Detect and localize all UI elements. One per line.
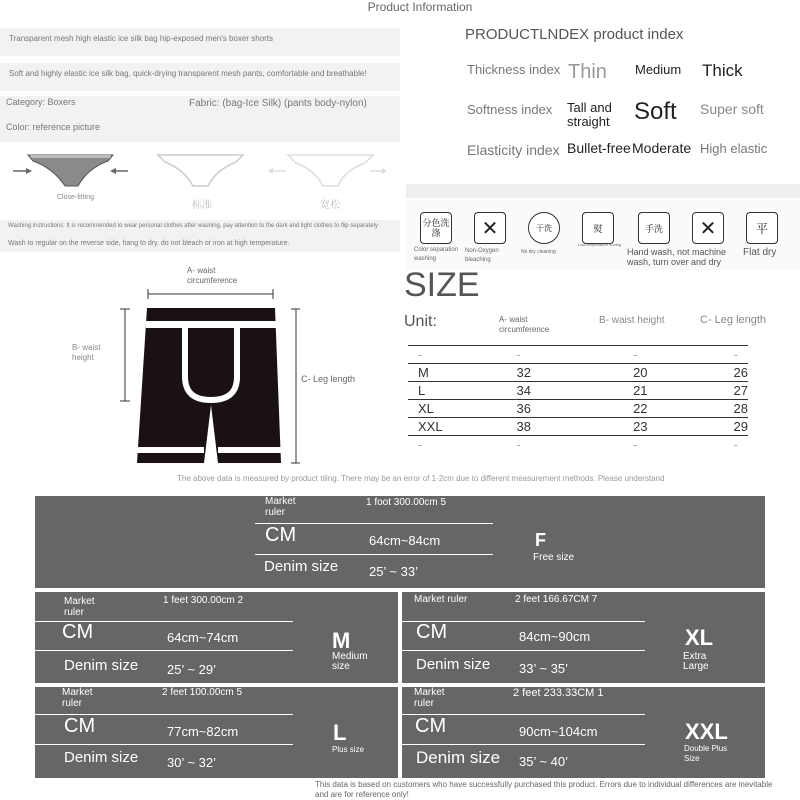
low-iron-caption: Low temperature ironing (578, 242, 622, 247)
no-dry-clean-icon: 干洗 (528, 212, 560, 244)
col-header-leg: C- Leg length (700, 314, 767, 326)
cm-range: 90cm~104cm (519, 724, 598, 739)
thickness-thick: Thick (702, 61, 743, 80)
softness-label: Softness index (467, 102, 553, 117)
market-ruler-label: Market ruler (414, 687, 445, 709)
cm-label: CM (265, 524, 297, 546)
size-code: L (333, 720, 347, 745)
denim-range: 35’ ~ 40’ (519, 754, 569, 769)
size-code: M (332, 628, 351, 653)
cm-range: 64cm~74cm (167, 630, 239, 645)
denim-size-label: Denim size (64, 657, 139, 674)
size-table-cell: - (469, 436, 596, 454)
size-table-cell: XL (408, 400, 469, 418)
col-header-waist: A- waist circumference (499, 315, 550, 334)
panel-divider (402, 744, 645, 745)
color-separation-icon: 分色洗涤 (420, 212, 452, 244)
size-table-cell: - (696, 346, 748, 364)
thickness-label: Thickness index (467, 62, 561, 77)
size-table-row (408, 436, 748, 454)
cm-label: CM (62, 621, 94, 643)
size-name: Free size (533, 552, 575, 563)
size-title: SIZE (404, 266, 480, 304)
cm-range: 77cm~82cm (167, 724, 239, 739)
size-table-row (408, 400, 748, 418)
col-header-height: B- waist height (599, 315, 665, 326)
ruler-value: 2 feet 166.67CM 7 (515, 594, 598, 605)
denim-range: 25’ ~ 29’ (167, 662, 217, 677)
size-panel-f (35, 496, 765, 588)
no-bleach-icon: ✕ (474, 212, 506, 244)
size-code: XL (685, 625, 714, 650)
size-table-row (408, 364, 748, 382)
category-text: Category: Boxers (6, 97, 76, 107)
size-table-cell: M (408, 364, 469, 382)
size-code: F (535, 530, 546, 550)
size-table-cell: 22 (595, 400, 695, 418)
size-name: Double Plus Size (684, 744, 728, 763)
size-panel-xl (402, 592, 765, 683)
elasticity-moderate: Moderate (632, 140, 692, 156)
elasticity-label: Elasticity index (467, 142, 560, 158)
denim-range: 30’ ~ 32’ (167, 755, 217, 770)
market-ruler-label: Market ruler (62, 687, 93, 709)
size-panel-xxl (402, 687, 765, 778)
unit-label: Unit: (404, 313, 437, 330)
size-code: XXL (685, 719, 728, 744)
index-divider (406, 184, 800, 198)
size-table-cell: - (469, 346, 596, 364)
size-table-cell: 23 (595, 418, 695, 436)
size-table-cell: 21 (595, 382, 695, 400)
color-text: Color: reference picture (6, 122, 101, 132)
size-table (408, 345, 748, 453)
color-separation-caption: Color separation washing (414, 247, 459, 262)
size-table-row (408, 346, 748, 364)
cm-label: CM (416, 621, 448, 643)
loose-fit-icon (268, 155, 387, 186)
size-panel-m (35, 592, 398, 683)
size-table-cell: 28 (696, 400, 748, 418)
softness-soft: Soft (634, 98, 677, 125)
size-name: Medium size (332, 651, 368, 672)
size-table-cell: L (408, 382, 469, 400)
size-table-row (408, 418, 748, 436)
fit-loose-label: 宽松 (320, 200, 340, 211)
fit-standard-label: 标准 (192, 200, 212, 211)
size-table-cell: 38 (469, 418, 596, 436)
hand-wash-icon: 手洗 (638, 212, 670, 244)
ruler-value: 1 foot 300.00cm 5 (366, 497, 447, 508)
size-name: Extra Large (683, 651, 709, 672)
thickness-thin: Thin (568, 61, 607, 83)
panel-divider (402, 650, 645, 651)
elasticity-high: High elastic (700, 141, 768, 156)
close-fit-icon (13, 155, 128, 186)
ruler-value: 1 feet 300.00cm 2 (163, 595, 244, 606)
flat-dry-icon: 平 (746, 212, 778, 244)
panel-divider (35, 744, 293, 745)
ruler-value: 2 feet 233.33CM 1 (513, 687, 604, 699)
low-iron-icon: 熨 (582, 212, 614, 244)
no-bleach-caption: Non-Oxygen bleaching (465, 248, 499, 263)
denim-size-label: Denim size (64, 749, 139, 766)
denim-size-label: Denim size (416, 656, 491, 673)
softness-tall: Tall and straight (567, 100, 612, 129)
cm-range: 84cm~90cm (519, 629, 591, 644)
cm-label: CM (64, 715, 96, 737)
hand-wash-caption: Hand wash, not machine wash, turn over and dry (627, 247, 727, 267)
size-table-cell: 32 (469, 364, 596, 382)
page-title: Product Information (367, 0, 473, 14)
size-table-row (408, 382, 748, 400)
thickness-medium: Medium (635, 62, 682, 77)
leg-length-label: C- Leg length (301, 374, 356, 384)
size-panel-l (35, 687, 398, 778)
panel-divider (35, 650, 293, 651)
denim-range: 33’ ~ 35’ (519, 661, 569, 676)
no-dry-clean-caption: No dry cleaning (521, 249, 556, 255)
boxer-shorts-diagram (115, 285, 300, 475)
washing-instructions: Washing instructions: It is recommended to wear personal clothes after washing, pay attention to the dark and light clothes to flip separately (8, 223, 378, 229)
elasticity-free: Bullet-free (567, 140, 631, 156)
cm-range: 64cm~84cm (369, 533, 441, 548)
size-guide-footer: This data is based on customers who have successfully purchased this product. Errors due to individual differences are inevitable and are for reference only! (315, 780, 773, 799)
no-tumble-dry-icon: ✕ (692, 212, 724, 244)
denim-range: 25’ ~ 33’ (369, 564, 419, 579)
flat-dry-caption: Flat dry (743, 247, 777, 258)
softness-super: Super soft (700, 101, 764, 117)
fabric-text: Fabric: (bag-Ice Silk) (pants body-nylon) (189, 98, 367, 109)
size-name: Plus size (332, 745, 365, 754)
size-table-cell: - (408, 436, 469, 454)
product-index-title: PRODUCTLNDEX product index (465, 26, 684, 43)
market-ruler-label: Market ruler (414, 594, 468, 605)
size-table-cell: XXL (408, 418, 469, 436)
size-table-cell: 20 (595, 364, 695, 382)
waist-circumference-label: A- waist circumference (187, 266, 238, 285)
size-table-cell: - (696, 436, 748, 454)
product-description: Transparent mesh high elastic ice silk bag hip-exposed men's boxer shorts (9, 34, 274, 43)
standard-fit-icon (158, 155, 243, 186)
size-table-cell: - (595, 436, 695, 454)
denim-size-label: Denim size (264, 558, 339, 575)
fit-close-label: Close-fitting (57, 194, 94, 201)
size-table-cell: 27 (696, 382, 748, 400)
size-table-cell: 34 (469, 382, 596, 400)
product-tagline: Soft and highly elastic ice silk bag, quick-drying transparent mesh pants, comfortable and breathable! (9, 69, 367, 78)
ruler-value: 2 feet 100.00cm 5 (162, 687, 243, 698)
waist-height-label: B- waist height (72, 343, 101, 362)
size-table-cell: - (595, 346, 695, 364)
size-note: The above data is measured by product tiling. There may be an error of 1-2cm due to different measurement methods. Please understand (177, 474, 665, 483)
market-ruler-label: Market ruler (265, 496, 296, 518)
cm-label: CM (415, 715, 447, 737)
market-ruler-label: Market ruler (64, 596, 95, 618)
panel-divider (255, 554, 493, 555)
size-table-cell: 29 (696, 418, 748, 436)
denim-size-label: Denim size (416, 748, 501, 767)
size-table-cell: 26 (696, 364, 748, 382)
size-table-cell: - (408, 346, 469, 364)
size-table-cell: 36 (469, 400, 596, 418)
washing-instructions-2: Wash to regular on the reverse side, hang to dry, do not bleach or iron at high temperature. (8, 240, 290, 247)
